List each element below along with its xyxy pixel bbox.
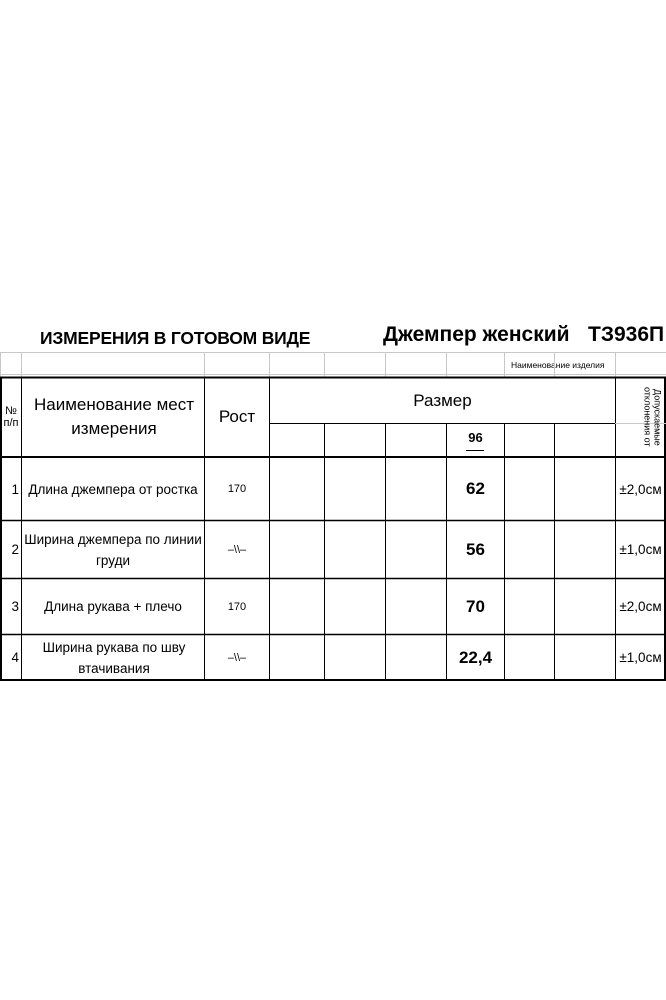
header-measure-name: Наименование мест измерения — [34, 395, 194, 438]
row-1-height: 170 — [227, 483, 247, 495]
document-title: ИЗМЕРЕНИЯ В ГОТОВОМ ВИДЕ — [40, 328, 311, 348]
row-2-name: Ширина джемпера по линии груди — [24, 531, 202, 568]
row-3-height: 170 — [227, 600, 247, 613]
product-code: ТЗ936П — [588, 323, 665, 346]
row-4-tolerance: ±1,0см — [619, 650, 662, 665]
row-1-tolerance: ±2,0см — [619, 481, 662, 497]
product-name: Джемпер женский — [383, 323, 570, 346]
row-4-value: 22,4 — [458, 647, 493, 667]
header-size: Размер — [413, 390, 472, 410]
row-2-tolerance: ±1,0см — [619, 542, 662, 557]
row-2-height: –\\– — [227, 543, 247, 556]
header-height: Рост — [218, 407, 256, 426]
header-size-value: 96 — [468, 429, 483, 445]
row-3-num: 3 — [11, 599, 19, 614]
header-num-sub: п/п — [3, 417, 19, 429]
row-2-num: 2 — [11, 542, 19, 557]
header-num-symbol: № — [5, 405, 17, 417]
row-4-name: Ширина рукава по шву втачивания — [42, 639, 186, 676]
row-2-value: 56 — [466, 539, 485, 559]
row-3-tolerance: ±2,0см — [619, 599, 662, 614]
row-3-value: 70 — [466, 596, 485, 616]
row-4-height: –\\– — [227, 651, 247, 664]
row-1-value: 62 — [466, 479, 485, 498]
header-tolerance — [616, 378, 665, 456]
row-4-num: 4 — [11, 650, 19, 665]
row-1-num: 1 — [11, 481, 19, 497]
product-caption: Наименование изделия — [511, 360, 605, 370]
row-1-name: Длина джемпера от ростка — [28, 481, 198, 497]
header-tolerance-label: Допускаемые отклонения от — [642, 387, 663, 447]
row-3-name: Длина рукава + плечо — [44, 599, 182, 614]
header-num — [1, 378, 21, 456]
